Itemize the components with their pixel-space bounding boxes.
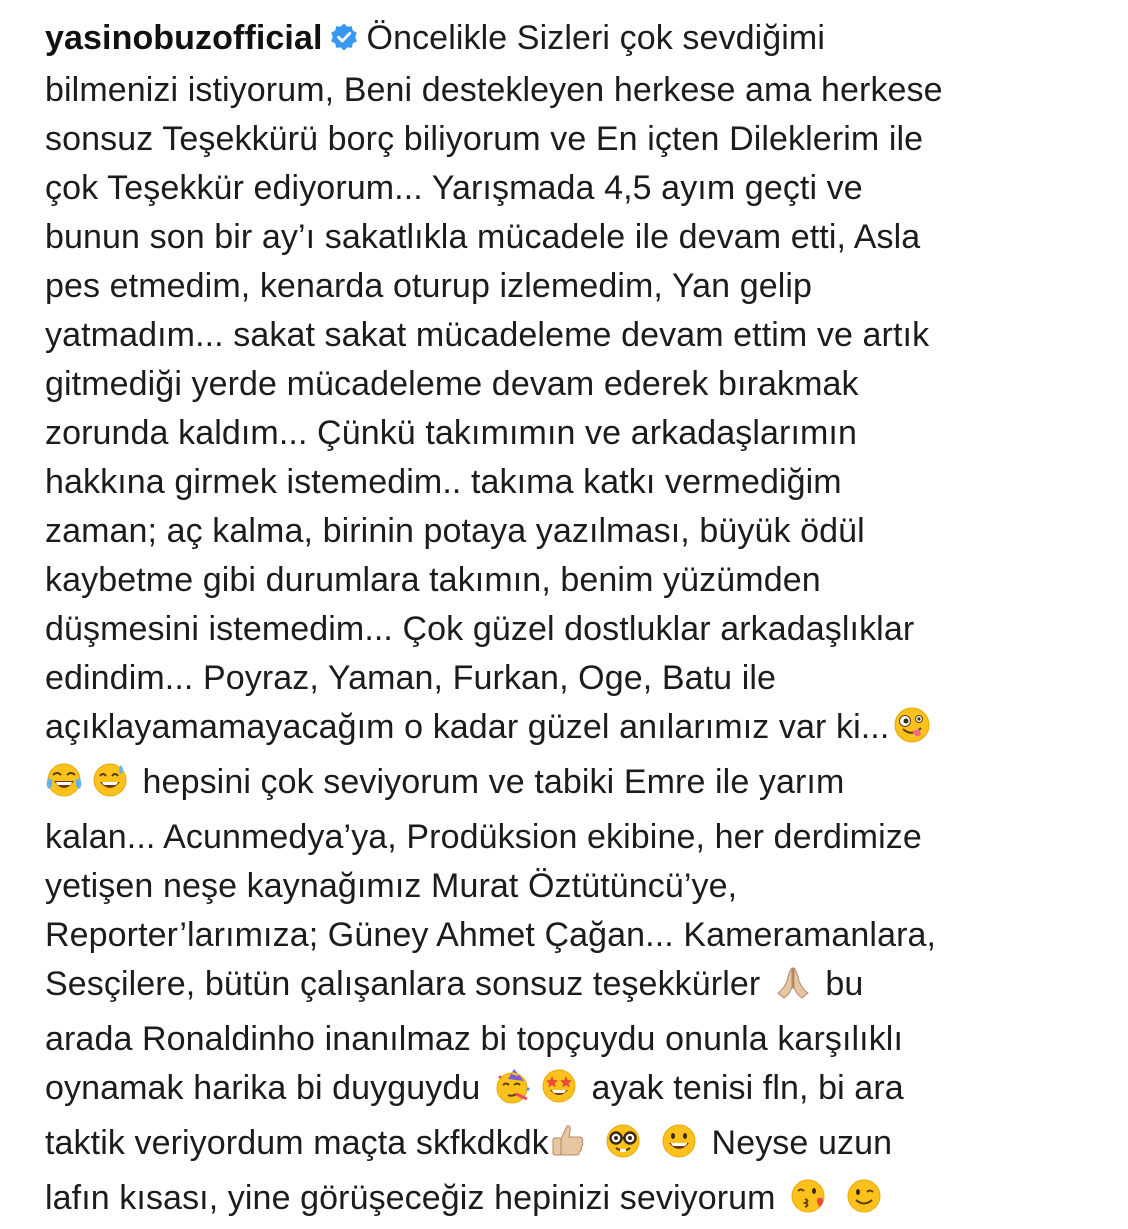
caption-line-15: [45, 703, 1095, 758]
caption-line-2: bilmenizi istiyorum, Beni destekleyen herkese ama herkese: [45, 71, 943, 109]
caption-text: oynamak harika bi duyguydu: [45, 1069, 481, 1107]
grinning-face-emoji: [660, 1122, 698, 1174]
caption-text: Sesçilere, bütün çalışanlara sonsuz teşekkürler: [45, 965, 761, 1003]
caption-line-9: zorunda kaldım... Çünkü takımımın ve arkadaşlarımın: [45, 414, 857, 452]
caption-line-24: [45, 1174, 1095, 1229]
caption-line-16: [45, 758, 1095, 813]
caption-line-22: [45, 1064, 1095, 1119]
verified-badge-icon: [329, 17, 359, 66]
grinning-sweat-emoji: [91, 761, 129, 813]
caption-text: ayak tenisi fln, bi ara: [591, 1069, 904, 1107]
caption-line-8: gitmediği yerde mücadeleme devam ederek bırakmak: [45, 365, 859, 403]
caption-line-10: hakkına girmek istemedim.. takıma katkı vermediğim: [45, 463, 842, 501]
post-caption: [45, 14, 1095, 1229]
partying-face-emoji: [494, 1067, 532, 1119]
caption-line-19: Reporter’larımıza; Güney Ahmet Çağan... Kameramanlara,: [45, 916, 937, 954]
caption-line-4: çok Teşekkür ediyorum... Yarışmada 4,5 ayım geçti ve: [45, 169, 863, 207]
nerd-face-emoji: [604, 1122, 642, 1174]
star-struck-emoji: [540, 1067, 578, 1119]
caption-text: taktik veriyordum maçta skfkdkdk: [45, 1124, 549, 1162]
caption-text: bu: [825, 965, 864, 1003]
zany-face-emoji: [893, 706, 931, 758]
username-link[interactable]: yasinobuzofficial: [45, 19, 323, 57]
caption-line-23: [45, 1119, 1095, 1174]
caption-line-14: edindim... Poyraz, Yaman, Furkan, Oge, Batu ile: [45, 659, 777, 697]
caption-line-11: zaman; aç kalma, birinin potaya yazılması, büyük ödül: [45, 512, 865, 550]
caption-line-7: yatmadım... sakat sakat mücadeleme devam ettim ve artık: [45, 316, 930, 354]
folded-hands-emoji: [774, 963, 812, 1015]
tears-of-joy-emoji: [45, 761, 83, 813]
caption-text: Neyse uzun: [711, 1124, 893, 1162]
caption-text: Öncelikle Sizleri çok sevdiğimi: [366, 19, 825, 57]
caption-line-5: bunun son bir ay’ı sakatlıkla mücadele ile devam etti, Asla: [45, 218, 921, 256]
caption-line-3: sonsuz Teşekkürü borç biliyorum ve En içten Dileklerim ile: [45, 120, 924, 158]
caption-line-21: arada Ronaldinho inanılmaz bi topçuydu onunla karşılıklı: [45, 1020, 904, 1058]
caption-text: lafın kısası, yine görüşeceğiz hepinizi seviyorum: [45, 1179, 776, 1217]
caption-text: hepsini çok seviyorum ve tabiki Emre ile yarım: [142, 763, 845, 801]
thumbs-up-emoji: [549, 1122, 587, 1174]
caption-line-6: pes etmedim, kenarda oturup izlemedim, Yan gelip: [45, 267, 813, 305]
winking-face-emoji: [845, 1177, 883, 1229]
caption-line-13: düşmesini istemedim... Çok güzel dostluklar arkadaşlıklar: [45, 610, 915, 648]
caption-line-1: [45, 14, 1095, 66]
face-blowing-kiss-emoji: [789, 1177, 827, 1229]
caption-line-18: yetişen neşe kaynağımız Murat Öztütüncü’ye,: [45, 867, 738, 905]
caption-text: açıklayamamayacağım o kadar güzel anılarımız var ki...: [45, 708, 890, 746]
caption-line-20: [45, 960, 1095, 1015]
caption-line-17: kalan... Acunmedya’ya, Prodüksion ekibine, her derdimize: [45, 818, 922, 856]
caption-line-12: kaybetme gibi durumlara takımın, benim yüzümden: [45, 561, 821, 599]
